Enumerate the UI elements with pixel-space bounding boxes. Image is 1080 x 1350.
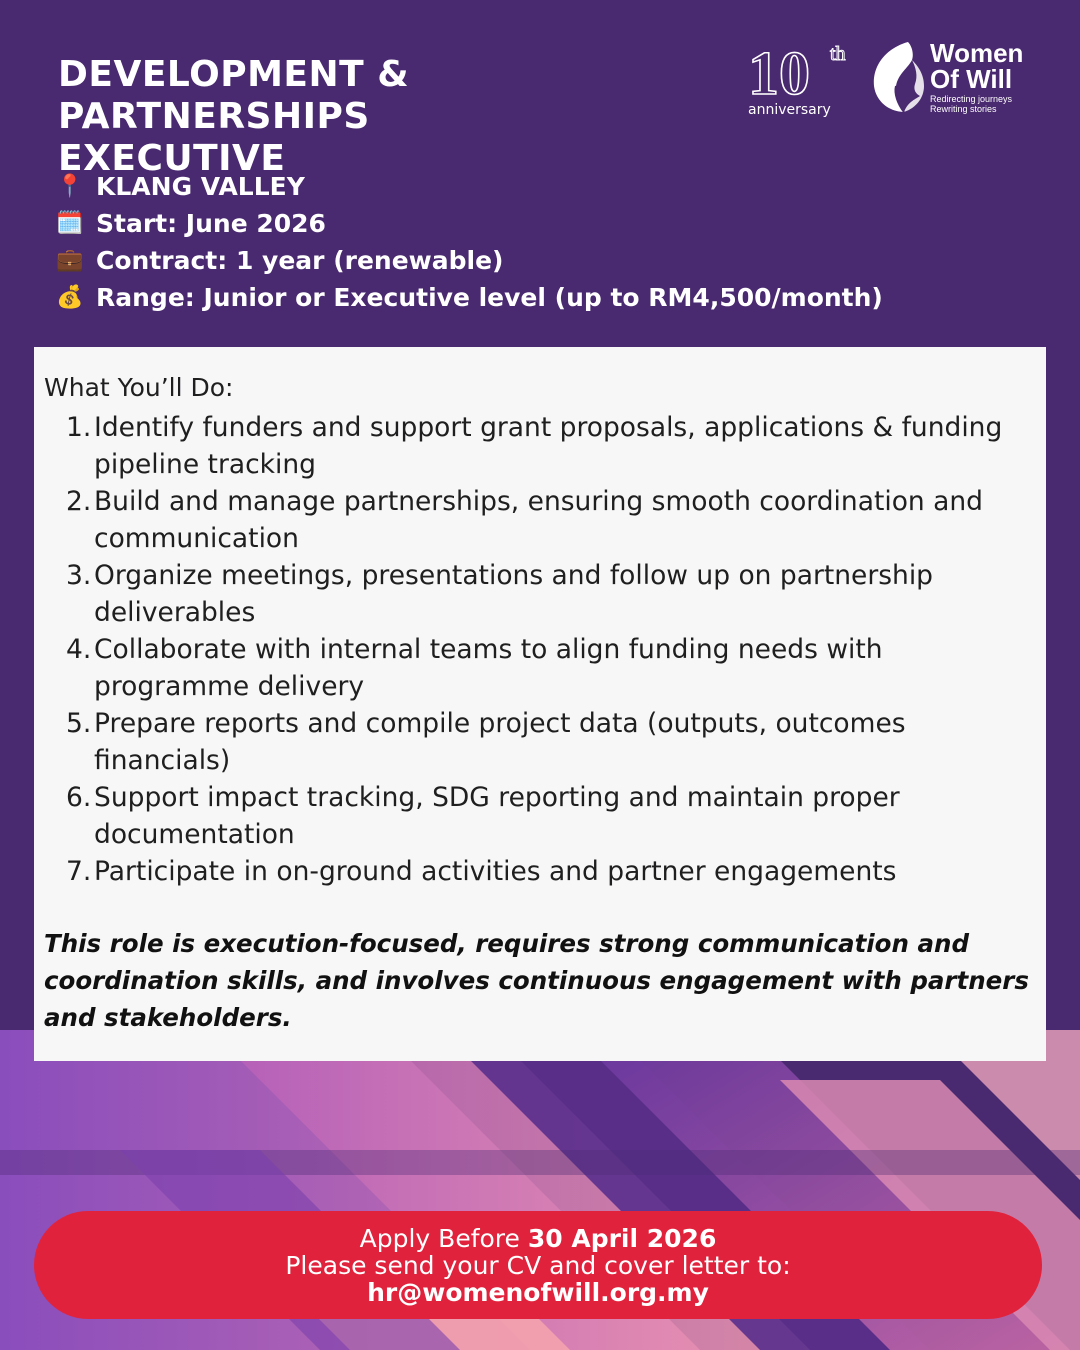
list-item-number: 7. — [66, 856, 92, 887]
list-item-line2: communication — [94, 523, 299, 554]
job-title-line2: EXECUTIVE — [58, 138, 286, 179]
list-item-line1: Identify funders and support grant proposals, applications & funding — [94, 412, 1003, 443]
list-item — [34, 483, 1034, 557]
list-item-number: 3. — [66, 560, 92, 591]
brand-line2: Of Will — [930, 64, 1013, 94]
list-item-line2: programme delivery — [94, 671, 365, 702]
money-bag-icon: 💰 — [56, 285, 84, 310]
detail-location — [56, 168, 883, 205]
responsibilities-card — [34, 347, 1046, 1061]
anniversary-text: anniversary — [748, 102, 831, 118]
detail-start-text: Start: June 2026 — [96, 209, 326, 238]
list-item — [34, 631, 1034, 705]
apply-deadline: 30 April 2026 — [527, 1224, 717, 1253]
list-item-line1: Build and manage partnerships, ensuring smooth coordination and — [94, 486, 983, 517]
job-title — [58, 54, 718, 180]
list-item-number: 6. — [66, 782, 92, 813]
detail-start — [56, 205, 883, 242]
apply-prefix: Apply Before — [359, 1224, 528, 1253]
list-item-line1: Participate in on-ground activities and partner engagements — [94, 856, 897, 887]
job-title-line1: DEVELOPMENT & PARTNERSHIPS — [58, 54, 410, 137]
location-pin-icon: 📍 — [56, 174, 84, 199]
list-item — [34, 779, 1034, 853]
detail-contract — [56, 242, 883, 279]
apply-email-link[interactable]: hr@womenofwill.org.my — [367, 1278, 709, 1307]
list-item-line1: Organize meetings, presentations and follow up on partnership — [94, 560, 934, 591]
role-summary-note: This role is execution-focused, requires strong communication and coordination skills, and involves continuous engagement with partners and stakeholders. — [44, 929, 1029, 1032]
apply-banner — [34, 1211, 1042, 1319]
list-item-number: 5. — [66, 708, 92, 739]
list-item-line1: Support impact tracking, SDG reporting and maintain proper — [94, 782, 900, 813]
woman-profile-icon — [874, 42, 924, 112]
detail-range — [56, 279, 883, 316]
list-item-line2: pipeline tracking — [94, 449, 316, 480]
list-item — [34, 853, 1034, 890]
job-details — [56, 168, 883, 316]
list-item-number: 1. — [66, 412, 92, 443]
list-item — [34, 557, 1034, 631]
detail-location-text: KLANG VALLEY — [96, 172, 305, 201]
briefcase-icon: 💼 — [56, 248, 84, 273]
list-item-line1: Collaborate with internal teams to align funding needs with — [94, 634, 883, 665]
list-item — [34, 409, 1034, 483]
responsibilities-list — [34, 409, 1034, 890]
list-item-number: 4. — [66, 634, 92, 665]
list-item-line2: deliverables — [94, 597, 256, 628]
responsibilities-heading: What You’ll Do: — [44, 373, 234, 402]
apply-instruction: Please send your CV and cover letter to: — [285, 1251, 791, 1280]
anniversary-logo — [744, 36, 856, 122]
brand-tag1: Redirecting journeys — [930, 94, 1013, 104]
women-of-will-logo — [868, 38, 1048, 118]
list-item-number: 2. — [66, 486, 92, 517]
list-item-line1: Prepare reports and compile project data (outputs, outcomes — [94, 708, 906, 739]
brand-line1: Women — [930, 38, 1024, 68]
detail-contract-text: Contract: 1 year (renewable) — [96, 246, 504, 275]
apply-deadline-line — [34, 1225, 1042, 1252]
list-item-line2: financials) — [94, 745, 231, 776]
detail-range-text: Range: Junior or Executive level (up to RM4,500/month) — [96, 283, 883, 312]
anniversary-suffix: th — [830, 43, 846, 65]
calendar-icon: 🗓️ — [56, 211, 84, 236]
list-item-line2: documentation — [94, 819, 295, 850]
brand-tag2: Rewriting stories — [930, 104, 997, 114]
list-item — [34, 705, 1034, 779]
anniversary-number: 10 — [748, 40, 810, 108]
